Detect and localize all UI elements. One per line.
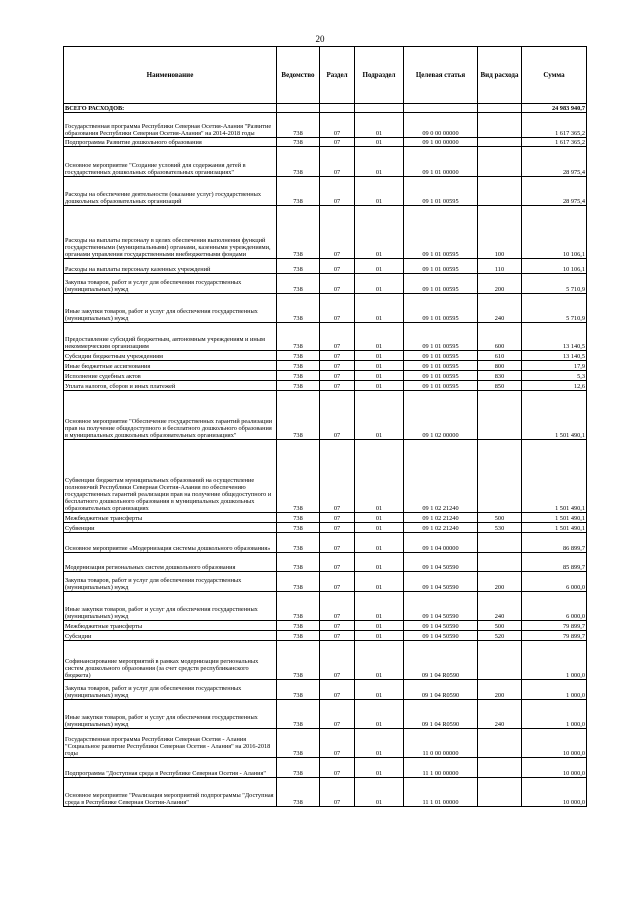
cell-name: Уплата налогов, сборов и иных платежей (64, 381, 277, 391)
cell-name: Расходы на выплаты персоналу казенных учреждений (64, 259, 277, 274)
cell-celevaya-statya: 09 1 04 R0590 (404, 680, 478, 700)
cell-vid-raskhoda: 500 (478, 513, 522, 523)
cell-name: Софинансирование мероприятий в рамках модернизации региональных систем дошкольного образования (за счет средств республиканского бюджета) (64, 641, 277, 680)
cell-razdel: 07 (320, 572, 355, 592)
cell-razdel: 07 (320, 758, 355, 778)
cell-vid-raskhoda (478, 729, 522, 758)
cell-razdel: 07 (320, 294, 355, 323)
table-row (64, 440, 587, 513)
cell-celevaya-statya: 09 1 01 00595 (404, 323, 478, 351)
cell-name: Иные закупки товаров, работ и услуг для обеспечения государственных (муниципальных) нужд (64, 294, 277, 323)
header-vedomstvo: Ведомство (277, 47, 320, 104)
table-row (64, 371, 587, 381)
cell-vid-raskhoda (478, 177, 522, 206)
cell-vedomstvo: 738 (277, 361, 320, 371)
cell-summa: 17,9 (522, 361, 587, 371)
cell-celevaya-statya: 09 1 00 00000 (404, 138, 478, 147)
cell-podrazdel: 01 (355, 381, 404, 391)
cell-razdel: 07 (320, 259, 355, 274)
table-row (64, 700, 587, 729)
table-row (64, 513, 587, 523)
cell-vedomstvo: 738 (277, 294, 320, 323)
cell-vedomstvo: 738 (277, 177, 320, 206)
cell-summa: 1 000,0 (522, 680, 587, 700)
table-row (64, 592, 587, 621)
cell-celevaya-statya: 09 1 01 00595 (404, 381, 478, 391)
cell-podrazdel: 01 (355, 758, 404, 778)
cell-vedomstvo: 738 (277, 523, 320, 533)
cell-podrazdel: 01 (355, 641, 404, 680)
cell-podrazdel: 01 (355, 700, 404, 729)
cell-podrazdel: 01 (355, 294, 404, 323)
page-number: 20 (315, 34, 325, 44)
cell-summa: 10 000,0 (522, 758, 587, 778)
cell-vid-raskhoda: 600 (478, 323, 522, 351)
cell-name: Закупка товаров, работ и услуг для обеспечения государственных (муниципальных) нужд (64, 680, 277, 700)
cell-summa: 1 501 490,1 (522, 440, 587, 513)
cell-vedomstvo: 738 (277, 778, 320, 807)
cell-name: Основное мероприятие "Реализация мероприятий подпрограммы "Доступная среда в Республике Северная Осетия-Алания" (64, 778, 277, 807)
cell-vid-raskhoda (478, 391, 522, 440)
cell-summa: 10 000,0 (522, 778, 587, 807)
header-celevaya-statya: Целевая статья (404, 47, 478, 104)
header-podrazdel: Подраздел (355, 47, 404, 104)
cell-celevaya-statya: 09 1 04 R0590 (404, 700, 478, 729)
table-row (64, 621, 587, 631)
cell-name: Расходы на выплаты персоналу в целях обеспечения выполнения функций государственными (муниципальными) органами, казенными учреждениями, органами управления государственными внебюджетными фондами (64, 206, 277, 259)
cell-razdel: 07 (320, 323, 355, 351)
cell-summa: 79 899,7 (522, 631, 587, 641)
table-row (64, 523, 587, 533)
cell-vedomstvo: 738 (277, 113, 320, 138)
cell-razdel (320, 104, 355, 113)
cell-vid-raskhoda: 110 (478, 259, 522, 274)
cell-vid-raskhoda (478, 138, 522, 147)
cell-summa: 28 975,4 (522, 147, 587, 177)
cell-podrazdel: 01 (355, 206, 404, 259)
cell-celevaya-statya: 09 1 01 00595 (404, 177, 478, 206)
cell-vid-raskhoda (478, 147, 522, 177)
cell-name: Межбюджетные трансферты (64, 513, 277, 523)
cell-name: ВСЕГО РАСХОДОВ: (64, 104, 277, 113)
cell-vedomstvo: 738 (277, 371, 320, 381)
cell-podrazdel: 01 (355, 361, 404, 371)
cell-vid-raskhoda (478, 641, 522, 680)
cell-celevaya-statya: 09 1 01 00595 (404, 259, 478, 274)
cell-vedomstvo: 738 (277, 147, 320, 177)
table-row (64, 553, 587, 572)
cell-name: Государственная программа Республики Северная Осетия - Алания "Социальное развитие Республики Северная Осетия - Алания" на 2016-2018 годы (64, 729, 277, 758)
cell-podrazdel: 01 (355, 533, 404, 553)
table-row (64, 274, 587, 294)
cell-celevaya-statya: 09 1 04 50590 (404, 592, 478, 621)
cell-podrazdel: 01 (355, 147, 404, 177)
table-header-row (64, 47, 587, 104)
cell-razdel: 07 (320, 440, 355, 513)
table-row (64, 259, 587, 274)
cell-name: Основное мероприятие "Обеспечение государственных гарантий реализации прав на получение общедоступного и бесплатного дошкольного образования в муниципальных дошкольных образовательных организациях" (64, 391, 277, 440)
cell-summa: 6 000,0 (522, 572, 587, 592)
cell-podrazdel: 01 (355, 440, 404, 513)
cell-razdel: 07 (320, 523, 355, 533)
table-row (64, 391, 587, 440)
cell-summa: 1 617 365,2 (522, 138, 587, 147)
table-row (64, 680, 587, 700)
cell-name: Межбюджетные трансферты (64, 621, 277, 631)
cell-vid-raskhoda (478, 553, 522, 572)
cell-vid-raskhoda (478, 440, 522, 513)
cell-podrazdel: 01 (355, 592, 404, 621)
cell-celevaya-statya: 09 1 02 21240 (404, 523, 478, 533)
header-vid-raskhoda: Вид расхода (478, 47, 522, 104)
cell-razdel: 07 (320, 533, 355, 553)
table-row (64, 631, 587, 641)
cell-razdel: 07 (320, 729, 355, 758)
table-row (64, 641, 587, 680)
cell-podrazdel: 01 (355, 323, 404, 351)
cell-summa: 5 710,9 (522, 294, 587, 323)
cell-razdel: 07 (320, 381, 355, 391)
budget-table (63, 46, 587, 807)
table-row (64, 381, 587, 391)
cell-summa: 1 000,0 (522, 641, 587, 680)
cell-vid-raskhoda: 610 (478, 351, 522, 361)
cell-podrazdel: 01 (355, 274, 404, 294)
cell-razdel: 07 (320, 680, 355, 700)
cell-vid-raskhoda: 100 (478, 206, 522, 259)
cell-vedomstvo: 738 (277, 700, 320, 729)
cell-summa: 6 000,0 (522, 592, 587, 621)
cell-vid-raskhoda: 240 (478, 592, 522, 621)
cell-name: Исполнение судебных актов (64, 371, 277, 381)
cell-vid-raskhoda: 830 (478, 371, 522, 381)
cell-celevaya-statya: 09 1 01 00595 (404, 294, 478, 323)
cell-razdel: 07 (320, 206, 355, 259)
cell-podrazdel: 01 (355, 513, 404, 523)
cell-razdel: 07 (320, 371, 355, 381)
cell-podrazdel: 01 (355, 523, 404, 533)
cell-podrazdel: 01 (355, 371, 404, 381)
cell-vedomstvo: 738 (277, 680, 320, 700)
cell-podrazdel: 01 (355, 391, 404, 440)
cell-summa: 10 106,1 (522, 259, 587, 274)
cell-podrazdel: 01 (355, 351, 404, 361)
cell-vedomstvo: 738 (277, 138, 320, 147)
cell-razdel: 07 (320, 641, 355, 680)
cell-razdel: 07 (320, 351, 355, 361)
cell-razdel: 07 (320, 138, 355, 147)
table-row (64, 323, 587, 351)
cell-vedomstvo: 738 (277, 391, 320, 440)
cell-vid-raskhoda: 530 (478, 523, 522, 533)
cell-vedomstvo: 738 (277, 621, 320, 631)
cell-celevaya-statya (404, 104, 478, 113)
cell-summa: 12,6 (522, 381, 587, 391)
cell-name: Субсидии (64, 631, 277, 641)
cell-celevaya-statya: 09 1 04 50590 (404, 553, 478, 572)
cell-vedomstvo: 738 (277, 631, 320, 641)
cell-podrazdel: 01 (355, 778, 404, 807)
table-row (64, 177, 587, 206)
table-row (64, 104, 587, 113)
cell-podrazdel: 01 (355, 553, 404, 572)
table-row (64, 294, 587, 323)
cell-celevaya-statya: 09 1 04 R0590 (404, 641, 478, 680)
cell-vedomstvo: 738 (277, 381, 320, 391)
cell-vedomstvo: 738 (277, 533, 320, 553)
cell-razdel: 07 (320, 553, 355, 572)
cell-summa: 86 899,7 (522, 533, 587, 553)
cell-celevaya-statya: 09 1 02 21240 (404, 513, 478, 523)
cell-name: Иные закупки товаров, работ и услуг для обеспечения государственных (муниципальных) нужд (64, 592, 277, 621)
cell-vid-raskhoda (478, 113, 522, 138)
table-row (64, 572, 587, 592)
cell-summa: 1 501 490,1 (522, 523, 587, 533)
cell-vedomstvo (277, 104, 320, 113)
cell-name: Закупка товаров, работ и услуг для обеспечения государственных (муниципальных) нужд (64, 572, 277, 592)
cell-razdel: 07 (320, 391, 355, 440)
cell-razdel: 07 (320, 361, 355, 371)
table-row (64, 138, 587, 147)
cell-name: Закупка товаров, работ и услуг для обеспечения государственных (муниципальных) нужд (64, 274, 277, 294)
cell-vedomstvo: 738 (277, 592, 320, 621)
cell-name: Подпрограмма "Доступная среда в Республике Северная Осетия - Алания" (64, 758, 277, 778)
cell-vid-raskhoda: 240 (478, 700, 522, 729)
cell-vedomstvo: 738 (277, 351, 320, 361)
cell-name: Субсидии бюджетным учреждениям (64, 351, 277, 361)
cell-celevaya-statya: 11 1 00 00000 (404, 758, 478, 778)
table-row (64, 113, 587, 138)
cell-name: Модернизация региональных систем дошкольного образования (64, 553, 277, 572)
cell-summa: 10 106,1 (522, 206, 587, 259)
cell-razdel: 07 (320, 621, 355, 631)
cell-podrazdel: 01 (355, 177, 404, 206)
cell-vedomstvo: 738 (277, 729, 320, 758)
cell-summa: 1 617 365,2 (522, 113, 587, 138)
cell-vid-raskhoda: 200 (478, 680, 522, 700)
cell-name: Основное мероприятие "Создание условий для содержания детей в государственных дошкольных образовательных организациях" (64, 147, 277, 177)
table-row (64, 206, 587, 259)
cell-razdel: 07 (320, 700, 355, 729)
cell-vid-raskhoda: 200 (478, 572, 522, 592)
cell-podrazdel: 01 (355, 138, 404, 147)
cell-razdel: 07 (320, 274, 355, 294)
cell-vedomstvo: 738 (277, 440, 320, 513)
cell-vedomstvo: 738 (277, 641, 320, 680)
cell-razdel: 07 (320, 778, 355, 807)
cell-celevaya-statya: 09 1 04 50590 (404, 631, 478, 641)
cell-summa: 13 140,5 (522, 351, 587, 361)
table-row (64, 351, 587, 361)
cell-vid-raskhoda (478, 533, 522, 553)
cell-vid-raskhoda (478, 104, 522, 113)
cell-vedomstvo: 738 (277, 513, 320, 523)
cell-podrazdel: 01 (355, 729, 404, 758)
table-row (64, 361, 587, 371)
cell-vedomstvo: 738 (277, 323, 320, 351)
cell-vedomstvo: 738 (277, 572, 320, 592)
cell-name: Субвенции (64, 523, 277, 533)
cell-summa: 24 983 940,7 (522, 104, 587, 113)
cell-summa: 13 140,5 (522, 323, 587, 351)
cell-celevaya-statya: 09 1 04 50590 (404, 572, 478, 592)
cell-podrazdel (355, 104, 404, 113)
cell-name: Иные бюджетные ассигнования (64, 361, 277, 371)
table-row (64, 778, 587, 807)
table-row (64, 758, 587, 778)
cell-celevaya-statya: 09 1 02 21240 (404, 440, 478, 513)
cell-summa: 5,3 (522, 371, 587, 381)
cell-summa: 10 000,0 (522, 729, 587, 758)
cell-name: Подпрограмма Развитие дошкольного образования (64, 138, 277, 147)
cell-vid-raskhoda: 240 (478, 294, 522, 323)
cell-vedomstvo: 738 (277, 206, 320, 259)
cell-celevaya-statya: 09 1 01 00595 (404, 274, 478, 294)
cell-vid-raskhoda: 850 (478, 381, 522, 391)
header-name: Наименование (64, 47, 277, 104)
cell-celevaya-statya: 09 1 01 00595 (404, 361, 478, 371)
cell-razdel: 07 (320, 113, 355, 138)
cell-podrazdel: 01 (355, 113, 404, 138)
table-row (64, 147, 587, 177)
cell-celevaya-statya: 11 1 01 00000 (404, 778, 478, 807)
cell-summa: 28 975,4 (522, 177, 587, 206)
table-row (64, 729, 587, 758)
cell-razdel: 07 (320, 147, 355, 177)
cell-summa: 1 501 490,1 (522, 513, 587, 523)
cell-name: Государственная программа Республики Северная Осетия-Алания "Развитие образования Республики Северная Осетия-Алания" на 2014-2018 годы (64, 113, 277, 138)
cell-vedomstvo: 738 (277, 259, 320, 274)
cell-celevaya-statya: 09 1 01 00000 (404, 147, 478, 177)
cell-podrazdel: 01 (355, 680, 404, 700)
cell-razdel: 07 (320, 513, 355, 523)
cell-celevaya-statya: 09 1 01 00595 (404, 351, 478, 361)
cell-vedomstvo: 738 (277, 274, 320, 294)
cell-vid-raskhoda (478, 758, 522, 778)
cell-celevaya-statya: 09 1 01 00595 (404, 371, 478, 381)
cell-summa: 79 899,7 (522, 621, 587, 631)
cell-vedomstvo: 738 (277, 553, 320, 572)
header-razdel: Раздел (320, 47, 355, 104)
cell-vedomstvo: 738 (277, 758, 320, 778)
cell-summa: 1 000,0 (522, 700, 587, 729)
cell-name: Иные закупки товаров, работ и услуг для обеспечения государственных (муниципальных) нужд (64, 700, 277, 729)
header-summa: Сумма (522, 47, 587, 104)
cell-razdel: 07 (320, 592, 355, 621)
cell-summa: 1 501 490,1 (522, 391, 587, 440)
cell-summa: 85 899,7 (522, 553, 587, 572)
cell-celevaya-statya: 09 0 00 00000 (404, 113, 478, 138)
cell-vid-raskhoda: 200 (478, 274, 522, 294)
cell-summa: 5 710,9 (522, 274, 587, 294)
cell-name: Субвенции бюджетам муниципальных образований на осуществление полномочий Республики Северная Осетия-Алания по обеспечению государственных гарантий реализации прав на получение общедоступного и бесплатного дошкольного образования в муниципальных дошкольных образовательных организациях (64, 440, 277, 513)
cell-podrazdel: 01 (355, 572, 404, 592)
cell-podrazdel: 01 (355, 631, 404, 641)
cell-podrazdel: 01 (355, 259, 404, 274)
cell-razdel: 07 (320, 631, 355, 641)
cell-name: Основное мероприятие «Модернизация системы дошкольного образования» (64, 533, 277, 553)
table-row (64, 533, 587, 553)
cell-celevaya-statya: 09 1 02 00000 (404, 391, 478, 440)
cell-celevaya-statya: 09 1 04 50590 (404, 621, 478, 631)
cell-celevaya-statya: 09 1 04 00000 (404, 533, 478, 553)
cell-vid-raskhoda: 520 (478, 631, 522, 641)
cell-celevaya-statya: 09 1 01 00595 (404, 206, 478, 259)
cell-celevaya-statya: 11 0 00 00000 (404, 729, 478, 758)
cell-vid-raskhoda: 800 (478, 361, 522, 371)
cell-name: Расходы на обеспечение деятельности (оказание услуг) государственных дошкольных образовательных организаций (64, 177, 277, 206)
cell-vid-raskhoda: 500 (478, 621, 522, 631)
cell-podrazdel: 01 (355, 621, 404, 631)
cell-vid-raskhoda (478, 778, 522, 807)
cell-name: Предоставление субсидий бюджетным, автономным учреждениям и иным некоммерческим организациям (64, 323, 277, 351)
cell-razdel: 07 (320, 177, 355, 206)
